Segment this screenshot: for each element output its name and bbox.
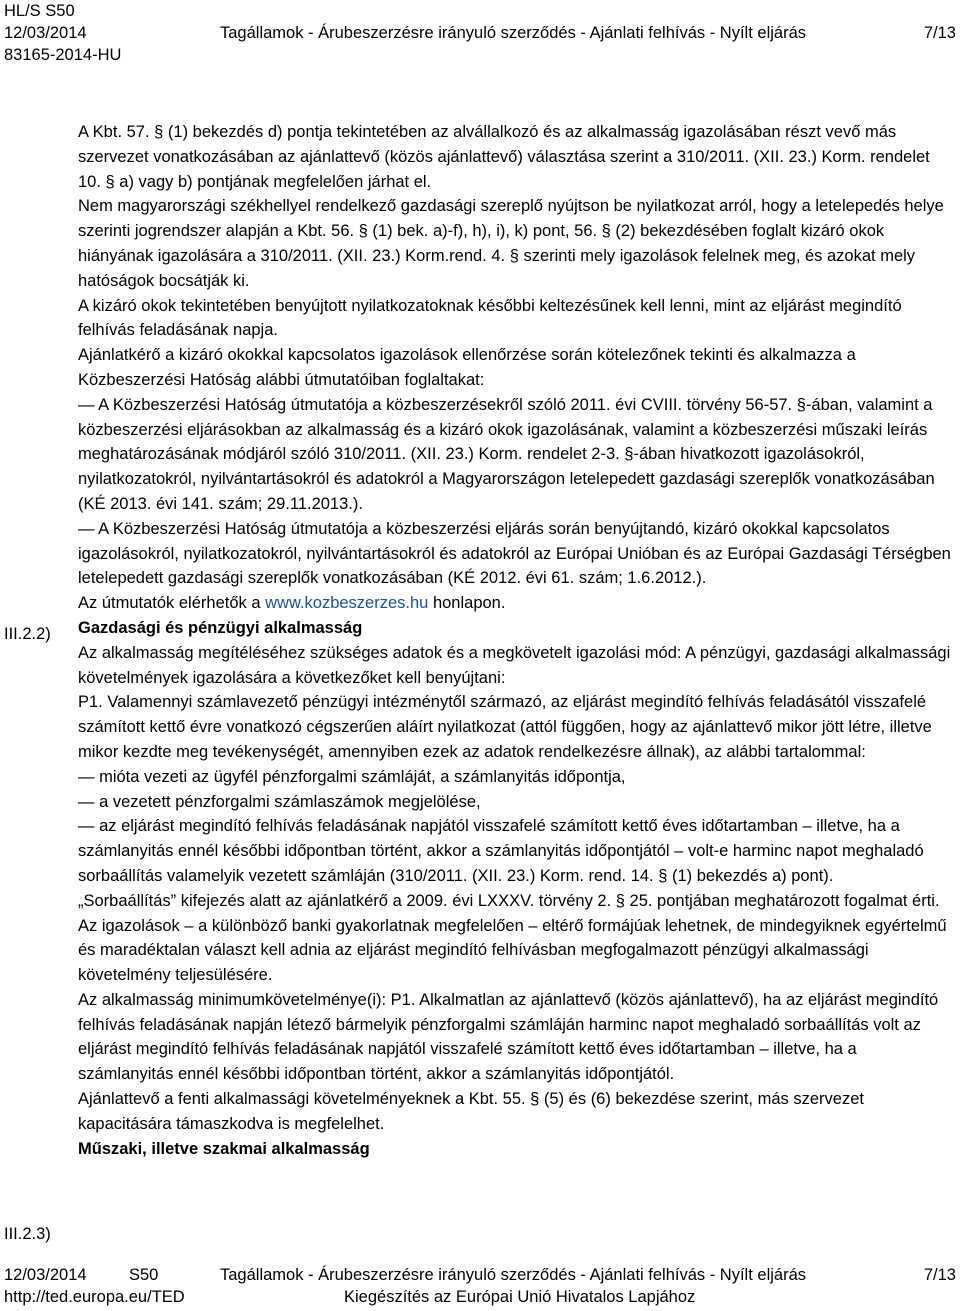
- list-item: — a vezetett pénzforgalmi számlaszámok megjelölése,: [78, 792, 481, 811]
- list-item: — A Közbeszerzési Hatóság útmutatója a közbeszerzési eljárás során benyújtandó, kizáró okokkal kapcsolatos igazolásokról, nyilatkozatokról, nyilvántartásokról és adatokról az Európai Unióban és az Európai Gazdasági Térségben letelepedett gazdasági szereplők vonatkozásában (KÉ 2012. évi 61. szám; 1.6.2012.).: [78, 519, 951, 588]
- document-body: [78, 120, 956, 1161]
- doc-series-label: HL/S S50: [4, 2, 75, 20]
- paragraph: P1. Valamennyi számlavezető pénzügyi intézménytől származó, az eljárást megindító felhívás feladásától visszafelé számított kettő évre vonatkozó cégszerűen aláírt nyilatkozat (attól függően, hogy az ajánlattevő mikor jött létre, illetve mikor kezdte meg tevékenységét, amennyiben ezek az adatok rendelkezésre állnak), az alábbi tartalommal:: [78, 693, 932, 761]
- footer-title: Tagállamok - Árubeszerzésre irányuló szerződés - Ajánlati felhívás - Nyílt eljárás: [220, 1266, 806, 1284]
- list-item: — mióta vezeti az ügyfél pénzforgalmi számláját, a számlanyitás időpontja,: [78, 767, 626, 786]
- section-title: Gazdasági és pénzügyi alkalmasság: [78, 618, 363, 637]
- header-page-number: 7/13: [923, 24, 956, 42]
- footer-page-number: 7/13: [923, 1266, 956, 1284]
- list-item: — az eljárást megindító felhívás feladásának napjától visszafelé számított kettő éves időtartamban – illetve, ha a számlanyitás ennél későbbi időpontban történt, akkor a számlanyitás időpontjától – volt-e harminc napot meghaladó sorbaállítás valamelyik vezetett számláján (310/2011. (XII. 23.) Korm. rend. 14. § (1) bekezdés a) pont).: [78, 817, 924, 885]
- header-title: Tagállamok - Árubeszerzésre irányuló szerződés - Ajánlati felhívás - Nyílt eljárás: [220, 24, 806, 42]
- text: honlapon.: [428, 594, 506, 613]
- section-number-iii-2-2: III.2.2): [4, 625, 51, 643]
- text: Az útmutatók elérhetők a: [78, 594, 266, 613]
- list-item: — A Közbeszerzési Hatóság útmutatója a közbeszerzésekről szóló 2011. évi CVIII. törvény 56-57. §-ában, valamint a közbeszerzési eljárásokban az alkalmasság és a kizáró okok igazolásának, valamint a közbeszerzési műszaki leírás meghatározásának módjáról szóló 310/2011. (XII. 23.) Korm. rendelet 2-3. §-ában hivatkozott igazolásokról, nyilatkozatokról, nyilvántartásokról és adatokról a Magyarországon letelepedett gazdasági szereplők vonatkozásában (KÉ 2013. évi 141. szám; 29.11.2013.).: [78, 395, 935, 513]
- paragraph: [78, 591, 956, 616]
- header-doc-reference: 83165-2014-HU: [4, 46, 122, 64]
- paragraph: A kizáró okok tekintetében benyújtott nyilatkozatoknak későbbi keltezésűnek kell lenni, mint az eljárást megindító felhívás feladásának napja.: [78, 296, 902, 340]
- kozbeszerzes-link[interactable]: www.kozbeszerzes.hu: [265, 594, 429, 613]
- section-number-iii-2-3: III.2.3): [4, 1225, 51, 1243]
- header-date: 12/03/2014: [4, 24, 87, 42]
- footer-supplement: Kiegészítés az Európai Unió Hivatalos Lapjához: [344, 1288, 696, 1306]
- footer-series: S50: [129, 1266, 159, 1284]
- page-header: [4, 0, 956, 66]
- paragraph: Az alkalmasság minimumkövetelménye(i): P1. Alkalmatlan az ajánlattevő (közös ajánlattevő), ha az eljárást megindító felhívás feladásának napján létező bármelyik pénzforgalmi számláján harminc napot meghaladó sorbaállítás volt az eljárást megindító felhívás feladásának napjától visszafelé számított kettő éves időtartamban – illetve, ha a számlanyitás ennél későbbi időpontban történt, akkor a számlanyitás időpontjától.: [78, 990, 939, 1084]
- paragraph: Ajánlatkérő a kizáró okokkal kapcsolatos igazolások ellenőrzése során kötelezőnek tekinti és alkalmazza a Közbeszerzési Hatóság alábbi útmutatóiban foglaltakat:: [78, 346, 856, 389]
- paragraph: „Sorbaállítás” kifejezés alatt az ajánlatkérő a 2009. évi LXXXV. törvény 2. § 25. pontjában meghatározott fogalmat érti.: [78, 891, 940, 910]
- section-title: Műszaki, illetve szakmai alkalmasság: [78, 1139, 370, 1158]
- paragraph: Ajánlattevő a fenti alkalmassági követelményeknek a Kbt. 55. § (5) és (6) bekezdése szerint, más szervezet kapacitására támaszkodva is megfelelhet.: [78, 1090, 864, 1133]
- paragraph: Nem magyarországi székhellyel rendelkező gazdasági szereplő nyújtson be nyilatkozat arról, hogy a letelepedés helye szerinti jogrendszer alapján a Kbt. 56. § (1) bek. a)-f), h), i), k) pont, 56. § (2) bekezdésében foglalt kizáró okok hiányának igazolására a 310/2011. (XII. 23.) Korm.rend. 4. § szerinti mely igazolások felelnek meg, és azokat mely hatóságok bocsátják ki.: [78, 197, 944, 290]
- paragraph: A Kbt. 57. § (1) bekezdés d) pontja tekintetében az alvállalkozó és az alkalmasság igazolásában részt vevő más szervezet vonatkozásában az ajánlattevő (közös ajánlattevő) választása szerint a 310/2011. (XII. 23.) Korm. rendelet 10. § a) vagy b) pontjának megfelelően járhat el.: [78, 123, 930, 191]
- page-footer: [4, 1264, 956, 1308]
- footer-date: 12/03/2014: [4, 1266, 87, 1284]
- footer-url[interactable]: http://ted.europa.eu/TED: [4, 1288, 185, 1306]
- paragraph: Az alkalmasság megítéléséhez szükséges adatok és a megkövetelt igazolási mód: A pénzügyi, gazdasági alkalmassági követelmények igazolására a következőket kell benyújtani:: [78, 643, 951, 687]
- paragraph: Az igazolások – a különböző banki gyakorlatnak megfelelően – eltérő formájúak lehetnek, de mindegyiknek egyértelmű és maradéktalan választ kell adnia az eljárást megindító felhívásban megfogalmazott pénzügyi alkalmassági követelmény teljesülésére.: [78, 916, 947, 985]
